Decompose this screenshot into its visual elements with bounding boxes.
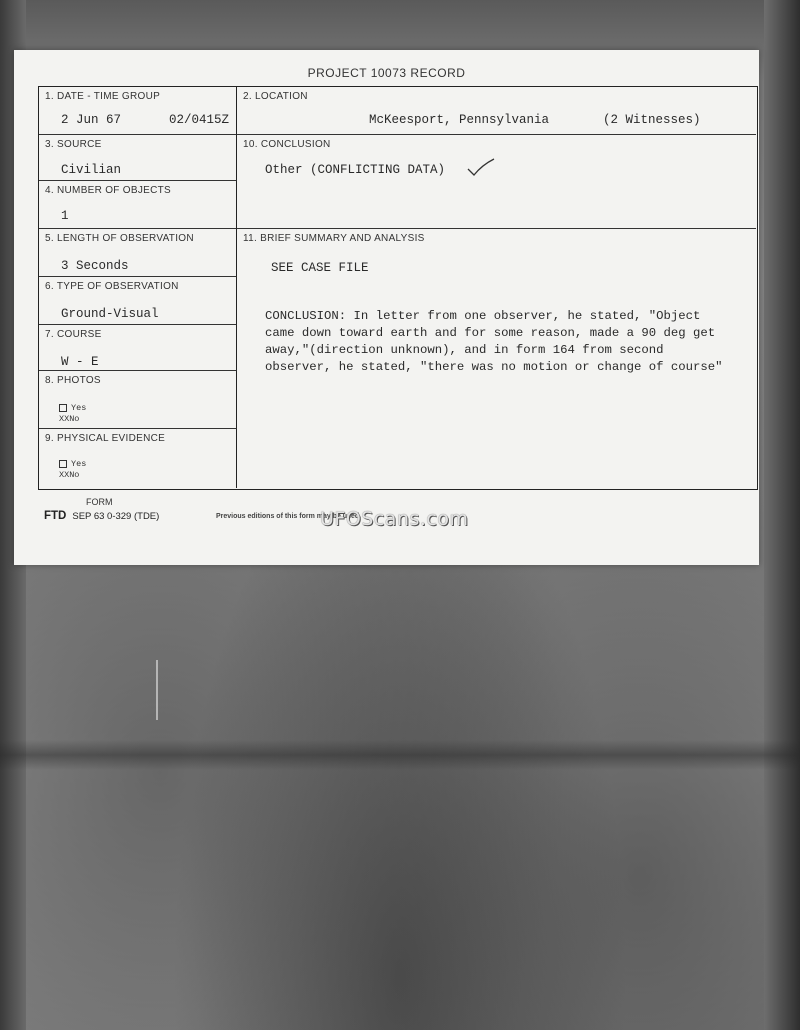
physical-evidence-yes-text: Yes <box>71 459 87 469</box>
physical-evidence-cell <box>39 429 237 488</box>
location-note: (2 Witnesses) <box>603 113 701 127</box>
record-card <box>14 50 759 565</box>
length-of-observation-value: 3 Seconds <box>61 259 129 273</box>
record-title: PROJECT 10073 RECORD <box>307 66 466 80</box>
length-of-observation-cell <box>39 229 237 277</box>
location-cell <box>237 87 756 135</box>
date-time-cell <box>39 87 237 135</box>
scan-right-edge <box>764 0 800 1030</box>
number-of-objects-cell <box>39 181 237 229</box>
number-of-objects-value: 1 <box>61 209 69 223</box>
date-value: 2 Jun 67 <box>61 113 122 127</box>
photos-yes-text: Yes <box>71 403 87 413</box>
footer-ftd: FTD <box>44 510 67 522</box>
photos-no-text: No <box>69 414 80 424</box>
photos-yes-option <box>59 403 86 413</box>
summary-label: 11. BRIEF SUMMARY AND ANALYSIS <box>243 233 425 244</box>
footer-code-text: SEP 63 0-329 (TDE) <box>72 511 160 522</box>
physical-evidence-yes-checkbox <box>59 460 67 468</box>
location-value: McKeesport, Pennsylvania <box>369 113 550 127</box>
record-grid <box>38 86 758 490</box>
length-of-observation-label: 5. LENGTH OF OBSERVATION <box>45 233 194 244</box>
physical-evidence-no-mark: XX <box>59 470 70 480</box>
summary-line-1: CONCLUSION: In letter from one observer, he stated, "Object <box>265 309 701 323</box>
number-of-objects-label: 4. NUMBER OF OBJECTS <box>45 185 172 196</box>
see-case-file: SEE CASE FILE <box>271 261 369 275</box>
summary-line-2: came down toward earth and for some reason, made a 90 deg get <box>265 326 716 340</box>
photos-no-mark: XX <box>59 414 70 424</box>
footer-form-label: FORM <box>86 497 113 507</box>
source-value: Civilian <box>61 163 122 177</box>
watermark: UFOScans.com <box>320 508 469 530</box>
physical-evidence-label: 9. PHYSICAL EVIDENCE <box>45 433 166 444</box>
photos-cell <box>39 371 237 429</box>
physical-evidence-no-option <box>59 470 79 480</box>
source-label: 3. SOURCE <box>45 139 102 150</box>
source-cell <box>39 135 237 181</box>
scan-artifact-streak <box>156 660 158 720</box>
photos-label: 8. PHOTOS <box>45 375 101 386</box>
physical-evidence-no-text: No <box>69 470 80 480</box>
scan-artifact-band <box>0 740 800 770</box>
summary-line-4: observer, he stated, "there was no motion or change of course" <box>265 360 723 374</box>
physical-evidence-yes-option <box>59 459 86 469</box>
time-value: 02/0415Z <box>169 113 230 127</box>
conclusion-label: 10. CONCLUSION <box>243 139 331 150</box>
date-time-label: 1. DATE - TIME GROUP <box>45 91 161 102</box>
summary-cell <box>237 229 756 488</box>
type-of-observation-label: 6. TYPE OF OBSERVATION <box>45 281 179 292</box>
course-cell <box>39 325 237 371</box>
photos-yes-checkbox <box>59 404 67 412</box>
type-of-observation-value: Ground-Visual <box>61 307 159 321</box>
course-label: 7. COURSE <box>45 329 102 340</box>
course-value: W - E <box>61 355 99 369</box>
photos-no-option <box>59 414 79 424</box>
conclusion-cell <box>237 135 756 229</box>
handwritten-checkmark-icon <box>466 157 496 177</box>
location-label: 2. LOCATION <box>243 91 308 102</box>
summary-line-3: away,"(direction unknown), and in form 164 from second <box>265 343 664 357</box>
type-of-observation-cell <box>39 277 237 325</box>
footer-note: Previous editions of this form may be used. <box>216 513 362 520</box>
conclusion-value: Other (CONFLICTING DATA) <box>265 163 446 177</box>
footer-form-code <box>44 510 159 522</box>
